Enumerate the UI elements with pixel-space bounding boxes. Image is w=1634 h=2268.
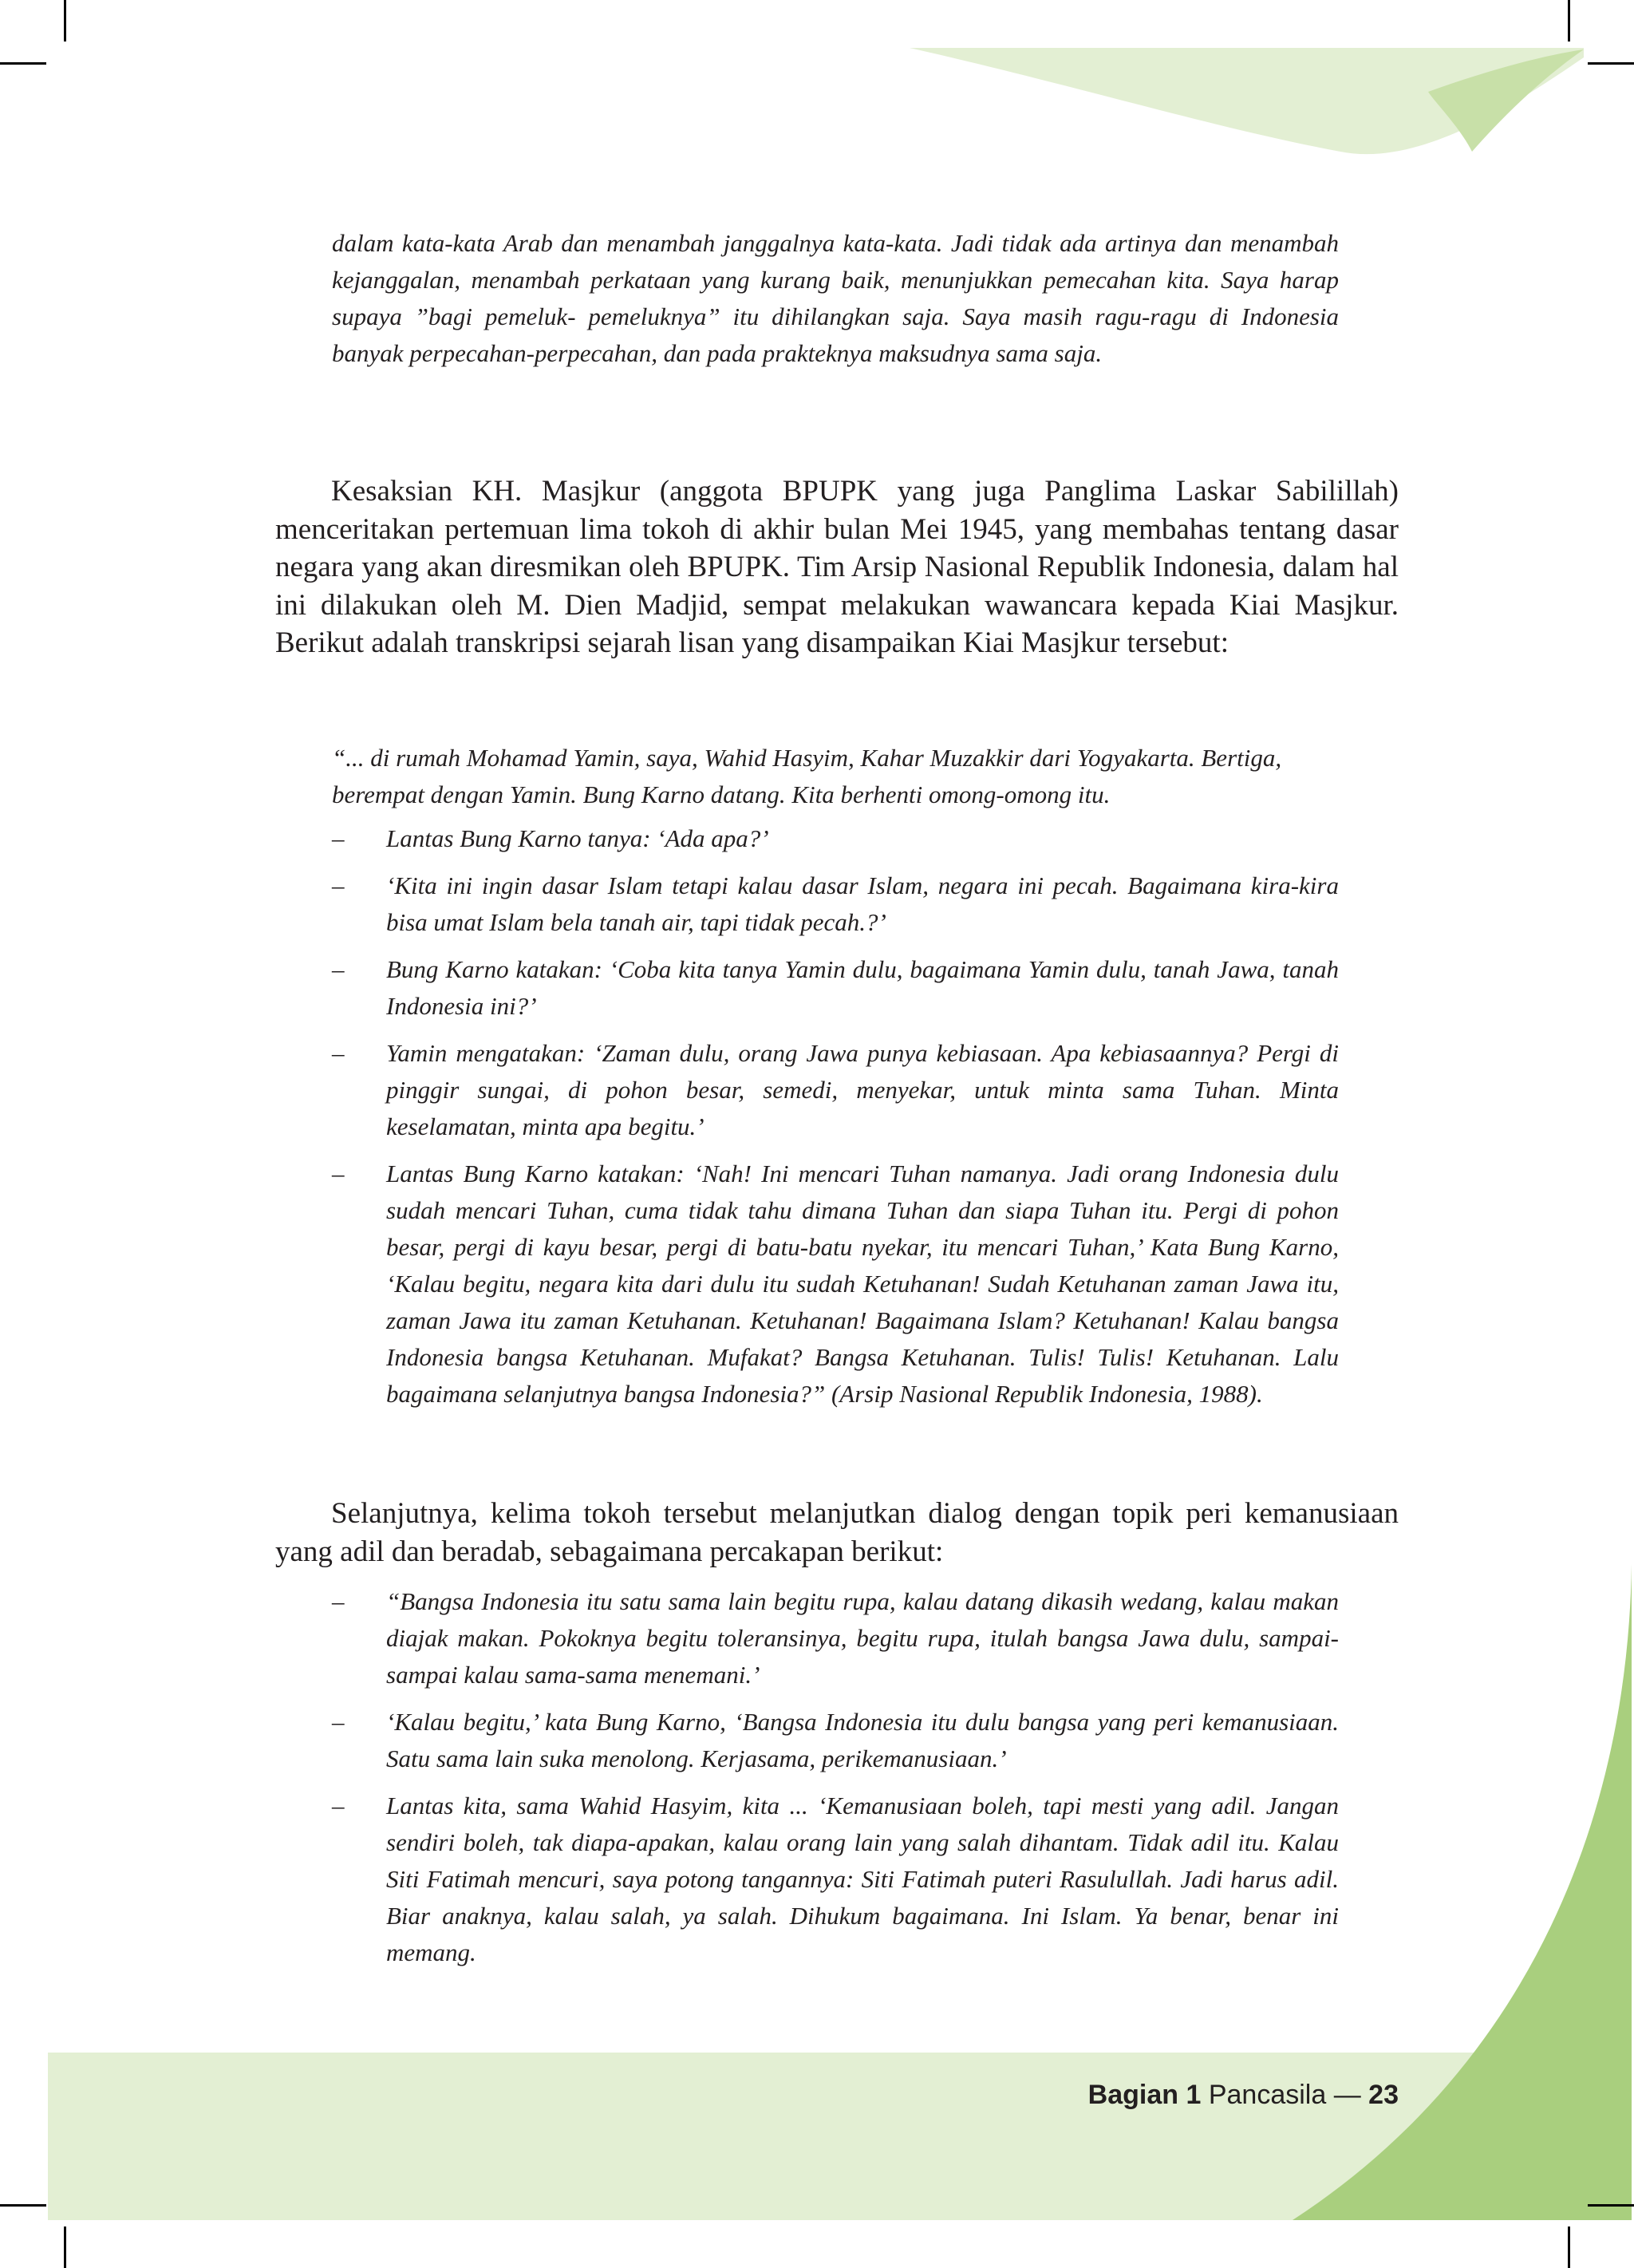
list-item bbox=[0, 951, 1634, 1025]
dash-bullet: – bbox=[332, 955, 345, 983]
list-item bbox=[0, 1788, 1634, 1971]
list-item bbox=[0, 867, 1634, 941]
list-item bbox=[0, 1035, 1634, 1145]
crop-mark bbox=[1568, 2227, 1570, 2268]
dialog-text: Lantas Bung Karno katakan: ‘Nah! Ini mencari Tuhan namanya. Jadi orang Indonesia dulu sudah mencari Tuhan, cuma tidak tahu dimana Tuhan dan siapa Tuhan itu. Pergi di pohon besar, pergi di kayu besar, pergi di batu-batu nyekar, itu mencari Tuhan,’ Kata Bung Karno, ‘Kalau begitu, negara kita dari dulu itu sudah Ketuhanan! Sudah Ketuhanan zaman Jawa itu, zaman Jawa itu zaman Ketuhanan. Ketuhanan! Bagaimana Islam? Ketuhanan! Kalau bangsa Indonesia bangsa Ketuhanan. Mufakat? Bangsa Ketuhanan. Tulis! Tulis! Ketuhanan. Lalu bagaimana selanjutnya bangsa Indonesia?” (Arsip Nasional Republik Indonesia, 1988). bbox=[386, 1160, 1339, 1408]
dialog-text: Bung Karno katakan: ‘Coba kita tanya Yamin dulu, bagaimana Yamin dulu, tanah Jawa, tanah Indonesia ini?’ bbox=[386, 955, 1339, 1020]
crop-mark bbox=[0, 62, 46, 65]
dialog-list-1 bbox=[0, 820, 1634, 1423]
footer-separator: — bbox=[1333, 2080, 1361, 2110]
quote-continuation: dalam kata-kata Arab dan menambah janggalnya kata-kata. Jadi tidak ada artinya dan menambah kejanggalan, menambah perkataan yang kurang baik, menunjukkan pemecahan kita. Saya harap supaya ”bagi pemeluk- pemeluknya” itu dihilangkan saja. Saya masih ragu-ragu di Indonesia banyak perpecahan-perpecahan, dan pada prakteknya maksudnya sama saja. bbox=[332, 229, 1339, 367]
crop-mark bbox=[0, 2204, 46, 2207]
crop-mark bbox=[64, 0, 66, 41]
list-item bbox=[0, 1156, 1634, 1413]
list-item bbox=[0, 1583, 1634, 1693]
dialog-text: ‘Kita ini ingin dasar Islam tetapi kalau dasar Islam, negara ini pecah. Bagaimana kira-kira bisa umat Islam bela tanah air, tapi tidak pecah.?’ bbox=[386, 871, 1339, 936]
dash-bullet: – bbox=[332, 1587, 345, 1615]
dash-bullet: – bbox=[332, 1708, 345, 1736]
footer-topic: Pancasila bbox=[1208, 2080, 1327, 2110]
dash-bullet: – bbox=[332, 1792, 345, 1820]
crop-mark bbox=[1588, 2204, 1634, 2207]
dash-bullet: – bbox=[332, 824, 345, 852]
dialog-text: Lantas kita, sama Wahid Hasyim, kita ... ‘Kemanusiaan boleh, tapi mesti yang adil. Jangan sendiri boleh, tak diapa-apakan, kalau orang lain yang salah dihantam. Tidak adil itu. Kalau Siti Fatimah mencuri, saya potong tangannya: Siti Fatimah puteri Rasulullah. Jadi harus adil. Biar anaknya, kalau salah, ya salah. Dihukum bagaimana. Ini Islam. Ya benar, benar ini memang. bbox=[386, 1792, 1339, 1966]
dialog-text: Lantas Bung Karno tanya: ‘Ada apa?’ bbox=[386, 824, 769, 852]
list-item bbox=[0, 820, 1634, 857]
dialog-text: Yamin mengatakan: ‘Zaman dulu, orang Jawa punya kebiasaan. Apa kebiasaannya? Pergi di pinggir sungai, di pohon besar, semedi, menyekar, untuk minta sama Tuhan. Minta keselamatan, minta apa begitu.’ bbox=[386, 1039, 1339, 1140]
dash-bullet: – bbox=[332, 871, 345, 899]
page-number: 23 bbox=[1368, 2080, 1399, 2110]
crop-mark bbox=[1568, 0, 1570, 41]
list-item bbox=[0, 1704, 1634, 1777]
dialog-list-2 bbox=[0, 1583, 1634, 1982]
dash-bullet: – bbox=[332, 1039, 345, 1067]
dialog-text: ‘Kalau begitu,’ kata Bung Karno, ‘Bangsa Indonesia itu dulu bangsa yang peri kemanusiaan. Satu sama lain suka menolong. Kerjasama, perikemanusiaan.’ bbox=[386, 1708, 1339, 1772]
crop-mark bbox=[1588, 62, 1634, 65]
footer-section: Bagian 1 bbox=[1087, 2080, 1202, 2110]
crop-mark bbox=[64, 2227, 66, 2268]
page-footer bbox=[1088, 2080, 1399, 2111]
body-paragraph-1: Kesaksian KH. Masjkur (anggota BPUPK yang juga Panglima Laskar Sabilillah) menceritakan pertemuan lima tokoh di akhir bulan Mei 1945, yang membahas tentang dasar negara yang akan diresmikan oleh BPUPK. Tim Arsip Nasional Republik Indonesia, dalam hal ini dilakukan oleh M. Dien Madjid, sempat melakukan wawancara kepada Kiai Masjkur. Berikut adalah transkripsi sejarah lisan yang disampaikan Kiai Masjkur tersebut: bbox=[275, 475, 1399, 659]
dash-bullet: – bbox=[332, 1160, 345, 1187]
body-paragraph-2: Selanjutnya, kelima tokoh tersebut melanjutkan dialog dengan topik peri kemanusiaan yang adil dan beradab, sebagaimana percakapan berikut: bbox=[275, 1497, 1399, 1568]
interview-quote-intro: “... di rumah Mohamad Yamin, saya, Wahid Hasyim, Kahar Muzakkir dari Yogyakarta. Bertiga, berempat dengan Yamin. Bung Karno datang. Kita berhenti omong-omong itu. bbox=[332, 744, 1282, 808]
dialog-text: “Bangsa Indonesia itu satu sama lain begitu rupa, kalau datang dikasih wedang, kalau makan diajak makan. Pokoknya begitu toleransinya, begitu rupa, itulah bangsa Jawa dulu, sampai-sampai kalau sama-sama menemani.’ bbox=[386, 1587, 1339, 1689]
